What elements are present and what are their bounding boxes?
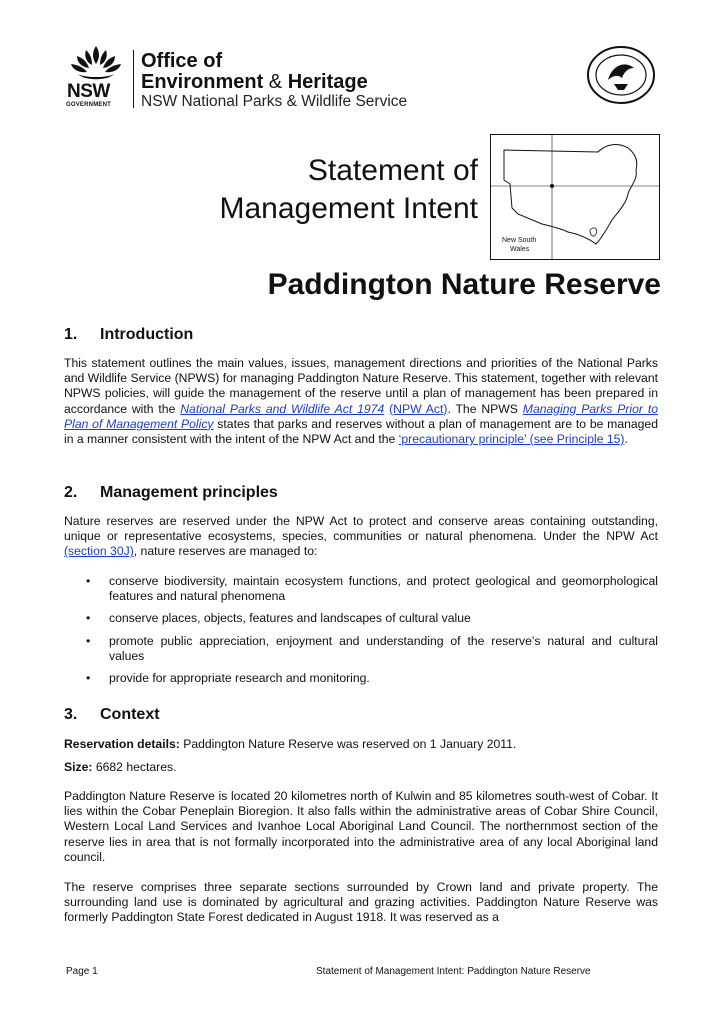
context-paragraph-1: Paddington Nature Reserve is located 20 kilometres north of Kulwin and 85 kilometres south-west of Cobar. It lies within the Cobar Peneplain Bioregion. It also falls within the administrative areas of Cobar Shire Council, Western Local Land Services and Ivanhoe Local Aboriginal Land Council. The northernmost section of the reserve lies in area that is not formally incorporated into the administrative area of any local Aboriginal land council. bbox=[64, 789, 658, 864]
map-label-line2: Wales bbox=[510, 246, 530, 253]
nsw-wordmark: NSW bbox=[67, 81, 110, 102]
managing-parks-policy-link[interactable]: Managing Parks Prior to Plan of Management Policy bbox=[64, 401, 658, 431]
list-item: • conserve places, objects, features and landscapes of cultural value bbox=[86, 611, 471, 626]
principles-bullet-list bbox=[64, 574, 658, 693]
footer-document-title: Statement of Management Intent: Paddington Nature Reserve bbox=[316, 966, 591, 977]
org-line-1: Office of bbox=[141, 50, 223, 72]
org-line-2: Environment & Heritage bbox=[141, 71, 368, 93]
npws-seal-icon bbox=[584, 44, 658, 106]
reservation-details: Reservation details: Paddington Nature Reserve was reserved on 1 January 2011. bbox=[64, 737, 517, 751]
section-30j-link[interactable]: (section 30J) bbox=[64, 544, 134, 559]
section-heading-management-principles: 2. Management principles bbox=[64, 484, 278, 501]
size-details: Size: 6682 hectares. bbox=[64, 760, 177, 774]
nsw-government-label: GOVERNMENT bbox=[66, 102, 112, 108]
nsw-location-map bbox=[490, 134, 660, 260]
section-heading-introduction: 1. Introduction bbox=[64, 326, 194, 343]
npw-act-abbrev-link[interactable]: (NPW Act) bbox=[389, 401, 448, 416]
precautionary-principle-link[interactable]: ‘precautionary principle’ (see Principle 15) bbox=[398, 432, 625, 447]
page-number: Page 1 bbox=[66, 966, 98, 977]
header-divider bbox=[133, 50, 134, 108]
reserve-name-heading: Paddington Nature Reserve bbox=[267, 268, 661, 301]
document-type-title: Statement of Management Intent bbox=[219, 154, 478, 225]
list-item: • promote public appreciation, enjoyment and understanding of the reserve’s natural and cultural values bbox=[86, 633, 658, 663]
principles-paragraph: Nature reserves are reserved under the NPW Act to protect and conserve areas containing outstanding, unique or representative ecosystems, species, communities or natural phenomena. Under the NPW Act (section 30J), nature reserves are managed to: bbox=[64, 514, 658, 559]
list-item: • provide for appropriate research and monitoring. bbox=[86, 671, 370, 686]
intro-paragraph: This statement outlines the main values, issues, management directions and priorities of the National Parks and Wildlife Service (NPWS) for managing Paddington Nature Reserve. This statement, together with relevant NPWS policies, will guide the management of the reserve until a plan of management has been prepared in accordance with the National Parks and Wildlife Act 1974 (NPW Act). The NPWS Managing Parks Prior to Plan of Management Policy states that parks and reserves without a plan of management are to be managed in a manner consistent with the intent of the NPW Act and the ‘precautionary principle’ (see Principle 15). bbox=[64, 356, 658, 447]
map-label-line1: New South bbox=[502, 237, 537, 244]
list-item: • conserve biodiversity, maintain ecosystem functions, and protect geological and geomorphological features and natural phenomena bbox=[86, 574, 658, 604]
section-heading-context: 3. Context bbox=[64, 706, 160, 723]
context-paragraph-2: The reserve comprises three separate sections surrounded by Crown land and private property. The surrounding land use is dominated by agricultural and grazing activities. Paddington Nature Reserve was formerly Paddington State Forest dedicated in August 1918. It was reserved as a bbox=[64, 880, 658, 925]
org-line-3: NSW National Parks & Wildlife Service bbox=[141, 93, 408, 110]
npw-act-link[interactable]: National Parks and Wildlife Act 1974 bbox=[180, 401, 385, 416]
